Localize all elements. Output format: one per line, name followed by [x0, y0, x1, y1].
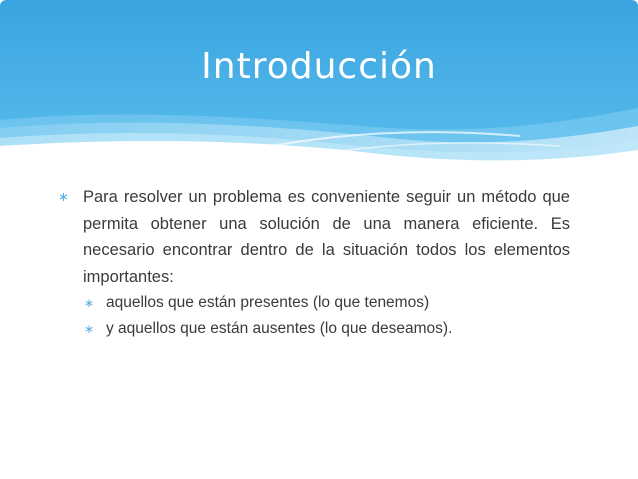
sub-bullet-asterisk-icon: ∗ [84, 296, 95, 310]
sub-bullet-asterisk-icon: ∗ [84, 322, 95, 336]
slide-title: Introducción [201, 46, 437, 87]
sub-bullet-text: aquellos que están presentes (lo que tenemos) [106, 294, 430, 311]
sub-bullet-item [84, 316, 570, 342]
bullet-text: Para resolver un problema es conveniente seguir un método que permita obtener una solución de una manera eficiente. Es necesario encontrar dentro de la situación todos los elementos importantes: [83, 188, 570, 286]
title-header-banner [0, 0, 638, 180]
sub-bullet-item [84, 290, 570, 316]
bullet-item [58, 184, 570, 290]
slide-body [58, 184, 570, 342]
wave-background [0, 0, 638, 180]
sub-bullet-text: y aquellos que están ausentes (lo que deseamos). [106, 320, 453, 337]
bullet-asterisk-icon: ∗ [58, 189, 69, 204]
